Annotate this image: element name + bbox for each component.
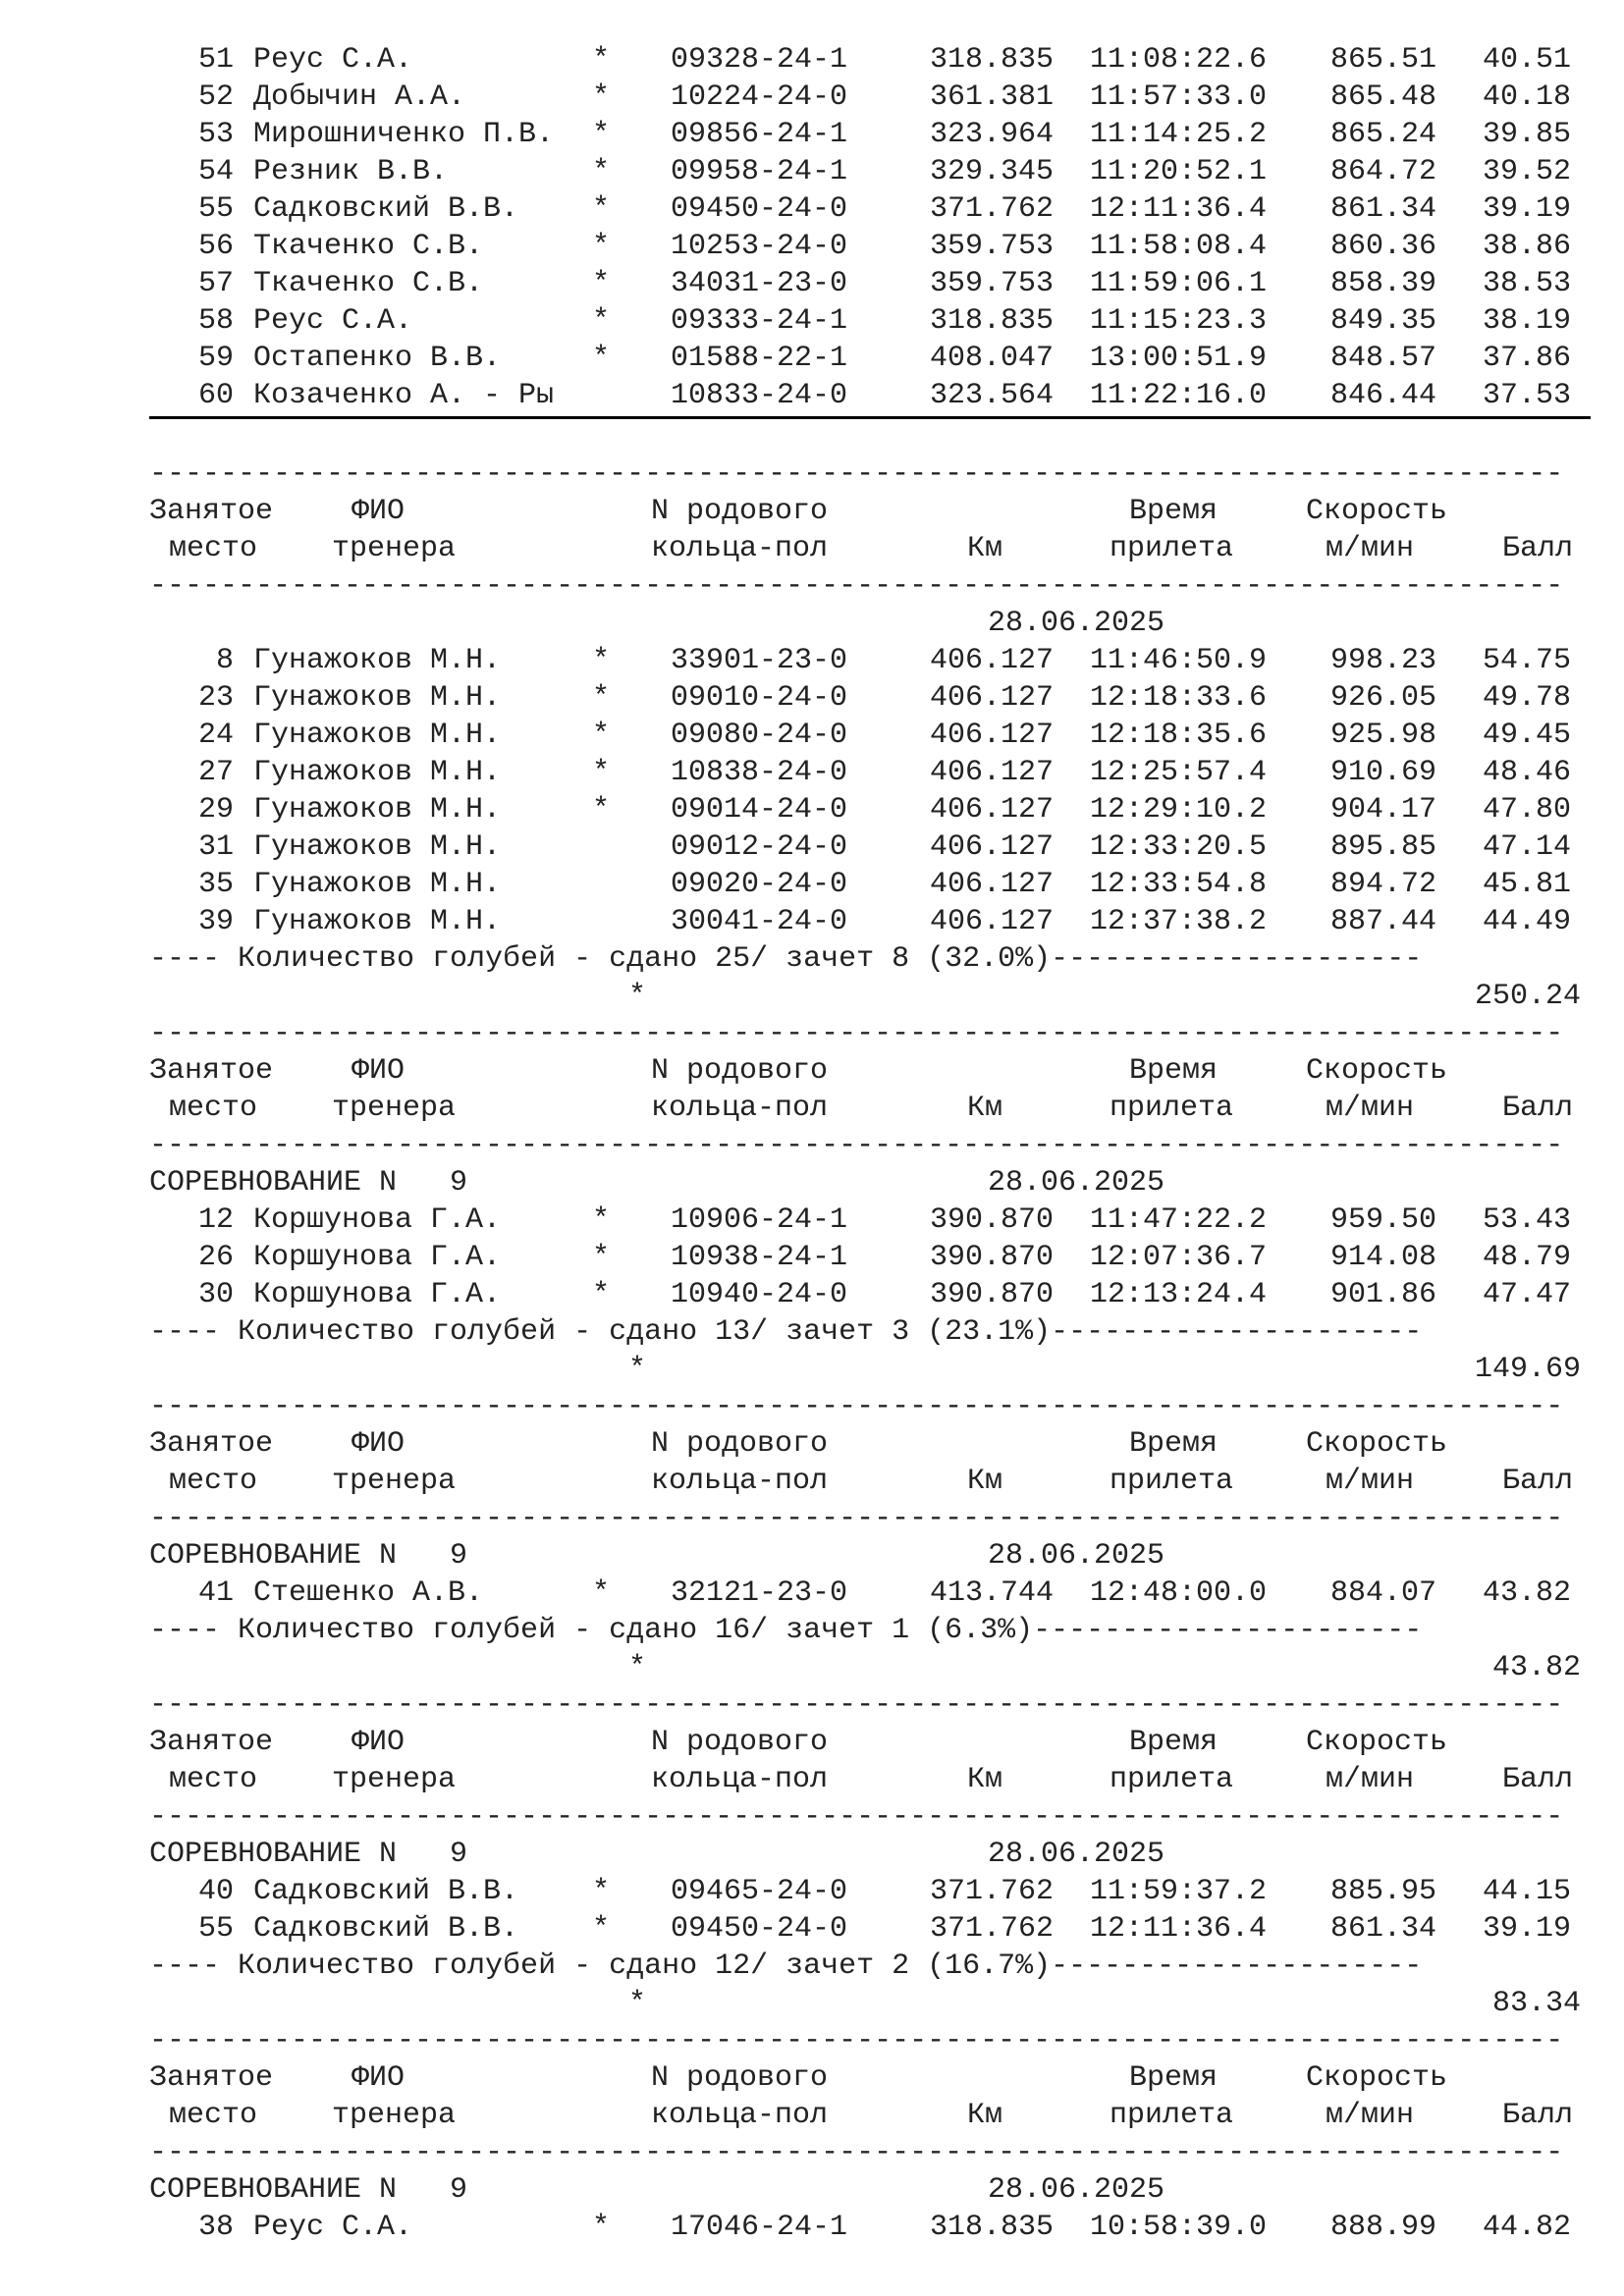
header-km: Км [967,2099,1003,2132]
header-speed: м/мин [1326,1092,1415,1125]
score-cell: 39.52 [1483,155,1572,188]
name-cell: Гунажоков М.Н. [253,681,502,715]
speed-cell: 895.85 [1330,830,1437,864]
time-cell: 12:11:36.4 [1090,1912,1268,1946]
competition-date: 28.06.2025 [988,1166,1165,1200]
header-time: Время [1129,1427,1218,1461]
ring-cell: 10940-24-0 [671,1278,848,1311]
speed-cell: 885.95 [1330,1875,1437,1908]
name-cell: Садковский В.В. [253,1875,519,1908]
total-marker: * [628,1987,647,2020]
score-cell: 37.86 [1483,342,1572,375]
header-time: прилета [1110,1465,1234,1498]
km-cell: 318.835 [930,43,1055,77]
name-cell: Гунажоков М.Н. [253,644,502,677]
header-score: Балл [1502,1763,1574,1796]
dash-divider: -------------------------------------------------------------------------------- [149,457,1564,491]
score-cell: 49.78 [1483,681,1572,715]
header-ring: кольца-пол [651,2099,829,2132]
mark-cell: * [592,1875,611,1908]
speed-cell: 864.72 [1330,155,1437,188]
km-cell: 390.870 [930,1278,1055,1311]
km-cell: 318.835 [930,304,1055,338]
header-place: место [169,1763,258,1796]
ring-cell: 01588-22-1 [671,342,848,375]
time-cell: 12:25:57.4 [1090,756,1268,789]
time-cell: 12:11:36.4 [1090,192,1268,226]
km-cell: 406.127 [930,681,1055,715]
place-cell: 39 [197,905,234,938]
name-cell: Гунажоков М.Н. [253,719,502,752]
time-cell: 12:48:00.0 [1090,1576,1268,1610]
speed-cell: 888.99 [1330,2211,1437,2244]
time-cell: 12:29:10.2 [1090,793,1268,827]
place-cell: 35 [197,868,234,901]
total-score: 43.82 [1491,1651,1581,1684]
km-cell: 406.127 [930,905,1055,938]
competition-date: 28.06.2025 [988,607,1165,640]
mark-cell: * [592,1912,611,1946]
score-cell: 47.14 [1483,830,1572,864]
name-cell: Гунажоков М.Н. [253,868,502,901]
mark-cell: * [592,756,611,789]
competition-title: СОРЕВНОВАНИЕ N 9 [149,2173,468,2207]
time-cell: 11:08:22.6 [1090,43,1268,77]
name-cell: Стешенко А.В. [253,1576,484,1610]
score-cell: 48.79 [1483,1241,1572,1274]
header-ring: N родового [651,1427,829,1461]
header-speed: Скорость [1306,1054,1448,1088]
speed-cell: 925.98 [1330,719,1437,752]
km-cell: 406.127 [930,719,1055,752]
place-cell: 29 [197,793,234,827]
total-marker: * [628,1651,647,1684]
dash-divider: -------------------------------------------------------------------------------- [149,1688,1564,1722]
speed-cell: 848.57 [1330,342,1437,375]
total-score: 149.69 [1474,1353,1581,1386]
name-cell: Гунажоков М.Н. [253,756,502,789]
speed-cell: 865.48 [1330,80,1437,114]
dash-divider: -------------------------------------------------------------------------------- [149,1800,1564,1834]
header-time: Время [1129,495,1218,528]
speed-cell: 914.08 [1330,1241,1437,1274]
ring-cell: 30041-24-0 [671,905,848,938]
ring-cell: 09014-24-0 [671,793,848,827]
name-cell: Гунажоков М.Н. [253,905,502,938]
place-cell: 40 [197,1875,234,1908]
ring-cell: 33901-23-0 [671,644,848,677]
place-cell: 51 [197,43,234,77]
name-cell: Остапенко В.В. [253,342,502,375]
time-cell: 11:46:50.9 [1090,644,1268,677]
score-cell: 48.46 [1483,756,1572,789]
score-cell: 38.53 [1483,267,1572,300]
km-cell: 371.762 [930,1875,1055,1908]
header-score: Балл [1502,532,1574,565]
ring-cell: 34031-23-0 [671,267,848,300]
speed-cell: 846.44 [1330,379,1437,412]
km-cell: 318.835 [930,2211,1055,2244]
time-cell: 11:22:16.0 [1090,379,1268,412]
header-speed: м/мин [1326,2099,1415,2132]
name-cell: Мирошниченко П.В. [253,118,555,151]
header-speed: м/мин [1326,1763,1415,1796]
mark-cell: * [592,80,611,114]
ring-cell: 32121-23-0 [671,1576,848,1610]
header-place: Занятое [149,1054,274,1088]
ring-cell: 17046-24-1 [671,2211,848,2244]
header-name: тренера [332,532,457,565]
km-cell: 408.047 [930,342,1055,375]
place-cell: 55 [197,1912,234,1946]
ring-cell: 09020-24-0 [671,868,848,901]
speed-cell: 861.34 [1330,1912,1437,1946]
speed-cell: 849.35 [1330,304,1437,338]
mark-cell: * [592,1278,611,1311]
time-cell: 12:37:38.2 [1090,905,1268,938]
ring-cell: 10938-24-1 [671,1241,848,1274]
header-name: ФИО [352,2061,406,2095]
header-place: место [169,532,258,565]
mark-cell: * [592,230,611,263]
ring-cell: 10224-24-0 [671,80,848,114]
score-cell: 47.80 [1483,793,1572,827]
ring-cell: 09856-24-1 [671,118,848,151]
name-cell: Коршунова Г.А. [253,1278,502,1311]
place-cell: 53 [197,118,234,151]
place-cell: 54 [197,155,234,188]
km-cell: 329.345 [930,155,1055,188]
km-cell: 413.744 [930,1576,1055,1610]
name-cell: Коршунова Г.А. [253,1241,502,1274]
km-cell: 406.127 [930,793,1055,827]
score-cell: 47.47 [1483,1278,1572,1311]
km-cell: 371.762 [930,1912,1055,1946]
score-cell: 49.45 [1483,719,1572,752]
ring-cell: 10906-24-1 [671,1203,848,1237]
header-place: место [169,2099,258,2132]
header-place: место [169,1465,258,1498]
header-score: Балл [1502,1092,1574,1125]
ring-cell: 09010-24-0 [671,681,848,715]
mark-cell: * [592,118,611,151]
time-cell: 13:00:51.9 [1090,342,1268,375]
total-score: 83.34 [1491,1987,1581,2020]
km-cell: 406.127 [930,830,1055,864]
speed-cell: 904.17 [1330,793,1437,827]
score-cell: 40.51 [1483,43,1572,77]
header-km: Км [967,1092,1003,1125]
time-cell: 10:58:39.0 [1090,2211,1268,2244]
score-cell: 54.75 [1483,644,1572,677]
place-cell: 55 [197,192,234,226]
name-cell: Козаченко А. - Ры [253,379,555,412]
km-cell: 359.753 [930,230,1055,263]
total-marker: * [628,1353,647,1386]
header-name: тренера [332,1465,457,1498]
ring-cell: 10833-24-0 [671,379,848,412]
speed-cell: 861.34 [1330,192,1437,226]
dash-divider: -------------------------------------------------------------------------------- [149,569,1564,603]
km-cell: 406.127 [930,868,1055,901]
km-cell: 406.127 [930,644,1055,677]
name-cell: Садковский В.В. [253,192,519,226]
score-cell: 39.19 [1483,1912,1572,1946]
header-km: Км [967,532,1003,565]
ring-cell: 09465-24-0 [671,1875,848,1908]
time-cell: 11:57:33.0 [1090,80,1268,114]
mark-cell: * [592,681,611,715]
time-cell: 11:47:22.2 [1090,1203,1268,1237]
km-cell: 359.753 [930,267,1055,300]
header-name: ФИО [352,1726,406,1759]
place-cell: 12 [197,1203,234,1237]
name-cell: Ткаченко С.В. [253,267,484,300]
km-cell: 323.564 [930,379,1055,412]
mark-cell: * [592,342,611,375]
name-cell: Добычин А.А. [253,80,466,114]
time-cell: 12:33:20.5 [1090,830,1268,864]
speed-cell: 865.24 [1330,118,1437,151]
km-cell: 390.870 [930,1203,1055,1237]
score-cell: 53.43 [1483,1203,1572,1237]
score-cell: 37.53 [1483,379,1572,412]
header-speed: Скорость [1306,2061,1448,2095]
place-cell: 58 [197,304,234,338]
header-speed: Скорость [1306,1427,1448,1461]
header-time: Время [1129,1054,1218,1088]
header-ring: N родового [651,1726,829,1759]
speed-cell: 959.50 [1330,1203,1437,1237]
speed-cell: 926.05 [1330,681,1437,715]
time-cell: 12:18:35.6 [1090,719,1268,752]
place-cell: 30 [197,1278,234,1311]
pigeon-count-summary: ---- Количество голубей - сдано 12/ зачет 2 (16.7%)--------------------- [149,1949,1423,1983]
dash-divider: -------------------------------------------------------------------------------- [149,2136,1564,2169]
speed-cell: 998.23 [1330,644,1437,677]
mark-cell: * [592,43,611,77]
header-ring: N родового [651,1054,829,1088]
header-name: тренера [332,1092,457,1125]
header-km: Км [967,1763,1003,1796]
mark-cell: * [592,192,611,226]
competition-date: 28.06.2025 [988,2173,1165,2207]
mark-cell: * [592,155,611,188]
header-speed: Скорость [1306,495,1448,528]
ring-cell: 09450-24-0 [671,192,848,226]
competition-title: СОРЕВНОВАНИЕ N 9 [149,1166,468,1200]
time-cell: 12:33:54.8 [1090,868,1268,901]
mark-cell: * [592,2211,611,2244]
header-ring: N родового [651,495,829,528]
name-cell: Реус С.А. [253,43,413,77]
score-cell: 44.82 [1483,2211,1572,2244]
score-cell: 43.82 [1483,1576,1572,1610]
mark-cell: * [592,1576,611,1610]
place-cell: 26 [197,1241,234,1274]
name-cell: Ткаченко С.В. [253,230,484,263]
dash-divider: -------------------------------------------------------------------------------- [149,2024,1564,2057]
header-time: прилета [1110,1763,1234,1796]
mark-cell: * [592,793,611,827]
total-marker: * [628,980,647,1013]
km-cell: 371.762 [930,192,1055,226]
speed-cell: 858.39 [1330,267,1437,300]
time-cell: 12:13:24.4 [1090,1278,1268,1311]
header-place: Занятое [149,495,274,528]
header-ring: кольца-пол [651,532,829,565]
header-ring: N родового [651,2061,829,2095]
header-speed: Скорость [1306,1726,1448,1759]
score-cell: 39.19 [1483,192,1572,226]
header-name: ФИО [352,1427,406,1461]
header-name: ФИО [352,495,406,528]
time-cell: 11:59:06.1 [1090,267,1268,300]
mark-cell: * [592,304,611,338]
ring-cell: 09080-24-0 [671,719,848,752]
score-cell: 38.86 [1483,230,1572,263]
time-cell: 12:18:33.6 [1090,681,1268,715]
mark-cell: * [592,644,611,677]
score-cell: 39.85 [1483,118,1572,151]
ring-cell: 09958-24-1 [671,155,848,188]
place-cell: 57 [197,267,234,300]
ring-cell: 10253-24-0 [671,230,848,263]
score-cell: 44.15 [1483,1875,1572,1908]
header-name: тренера [332,2099,457,2132]
place-cell: 41 [197,1576,234,1610]
header-speed: м/мин [1326,1465,1415,1498]
pigeon-count-summary: ---- Количество голубей - сдано 25/ зачет 8 (32.0%)--------------------- [149,942,1423,976]
name-cell: Реус С.А. [253,2211,413,2244]
ring-cell: 10838-24-0 [671,756,848,789]
dash-divider: -------------------------------------------------------------------------------- [149,1502,1564,1535]
dash-divider: -------------------------------------------------------------------------------- [149,1390,1564,1423]
header-time: Время [1129,2061,1218,2095]
dash-divider: -------------------------------------------------------------------------------- [149,1017,1564,1050]
ring-cell: 09012-24-0 [671,830,848,864]
speed-cell: 865.51 [1330,43,1437,77]
total-score: 250.24 [1474,980,1581,1013]
time-cell: 11:14:25.2 [1090,118,1268,151]
place-cell: 60 [197,379,234,412]
ring-cell: 09450-24-0 [671,1912,848,1946]
header-ring: кольца-пол [651,1465,829,1498]
competition-date: 28.06.2025 [988,1838,1165,1871]
km-cell: 390.870 [930,1241,1055,1274]
header-place: Занятое [149,2061,274,2095]
mark-cell: * [592,267,611,300]
name-cell: Резник В.В. [253,155,449,188]
header-time: прилета [1110,1092,1234,1125]
score-cell: 44.49 [1483,905,1572,938]
name-cell: Реус С.А. [253,304,413,338]
name-cell: Гунажоков М.Н. [253,830,502,864]
km-cell: 323.964 [930,118,1055,151]
place-cell: 38 [197,2211,234,2244]
header-place: Занятое [149,1726,274,1759]
header-name: тренера [332,1763,457,1796]
speed-cell: 894.72 [1330,868,1437,901]
header-ring: кольца-пол [651,1092,829,1125]
speed-cell: 910.69 [1330,756,1437,789]
speed-cell: 901.86 [1330,1278,1437,1311]
competition-title: СОРЕВНОВАНИЕ N 9 [149,1539,468,1573]
header-time: Время [1129,1726,1218,1759]
competition-title: СОРЕВНОВАНИЕ N 9 [149,1838,468,1871]
place-cell: 31 [197,830,234,864]
time-cell: 11:15:23.3 [1090,304,1268,338]
header-place: место [169,1092,258,1125]
time-cell: 11:20:52.1 [1090,155,1268,188]
mark-cell: * [592,1203,611,1237]
score-cell: 38.19 [1483,304,1572,338]
name-cell: Коршунова Г.А. [253,1203,502,1237]
pigeon-count-summary: ---- Количество голубей - сдано 16/ зачет 1 (6.3%)---------------------- [149,1614,1423,1647]
place-cell: 24 [197,719,234,752]
ring-cell: 09333-24-1 [671,304,848,338]
speed-cell: 884.07 [1330,1576,1437,1610]
place-cell: 59 [197,342,234,375]
score-cell: 45.81 [1483,868,1572,901]
header-score: Балл [1502,1465,1574,1498]
time-cell: 11:59:37.2 [1090,1875,1268,1908]
header-ring: кольца-пол [651,1763,829,1796]
km-cell: 361.381 [930,80,1055,114]
header-name: ФИО [352,1054,406,1088]
ring-cell: 09328-24-1 [671,43,848,77]
time-cell: 11:58:08.4 [1090,230,1268,263]
speed-cell: 860.36 [1330,230,1437,263]
dash-divider: -------------------------------------------------------------------------------- [149,1129,1564,1162]
place-cell: 23 [197,681,234,715]
header-score: Балл [1502,2099,1574,2132]
pigeon-count-summary: ---- Количество голубей - сдано 13/ зачет 3 (23.1%)--------------------- [149,1315,1423,1349]
competition-date: 28.06.2025 [988,1539,1165,1573]
name-cell: Садковский В.В. [253,1912,519,1946]
mark-cell: * [592,719,611,752]
header-km: Км [967,1465,1003,1498]
mark-cell: * [592,1241,611,1274]
speed-cell: 887.44 [1330,905,1437,938]
name-cell: Гунажоков М.Н. [253,793,502,827]
km-cell: 406.127 [930,756,1055,789]
score-cell: 40.18 [1483,80,1572,114]
header-place: Занятое [149,1427,274,1461]
header-speed: м/мин [1326,532,1415,565]
header-time: прилета [1110,532,1234,565]
place-cell: 8 [215,644,234,677]
table-end-rule [149,416,1591,419]
place-cell: 56 [197,230,234,263]
place-cell: 52 [197,80,234,114]
place-cell: 27 [197,756,234,789]
time-cell: 12:07:36.7 [1090,1241,1268,1274]
header-time: прилета [1110,2099,1234,2132]
